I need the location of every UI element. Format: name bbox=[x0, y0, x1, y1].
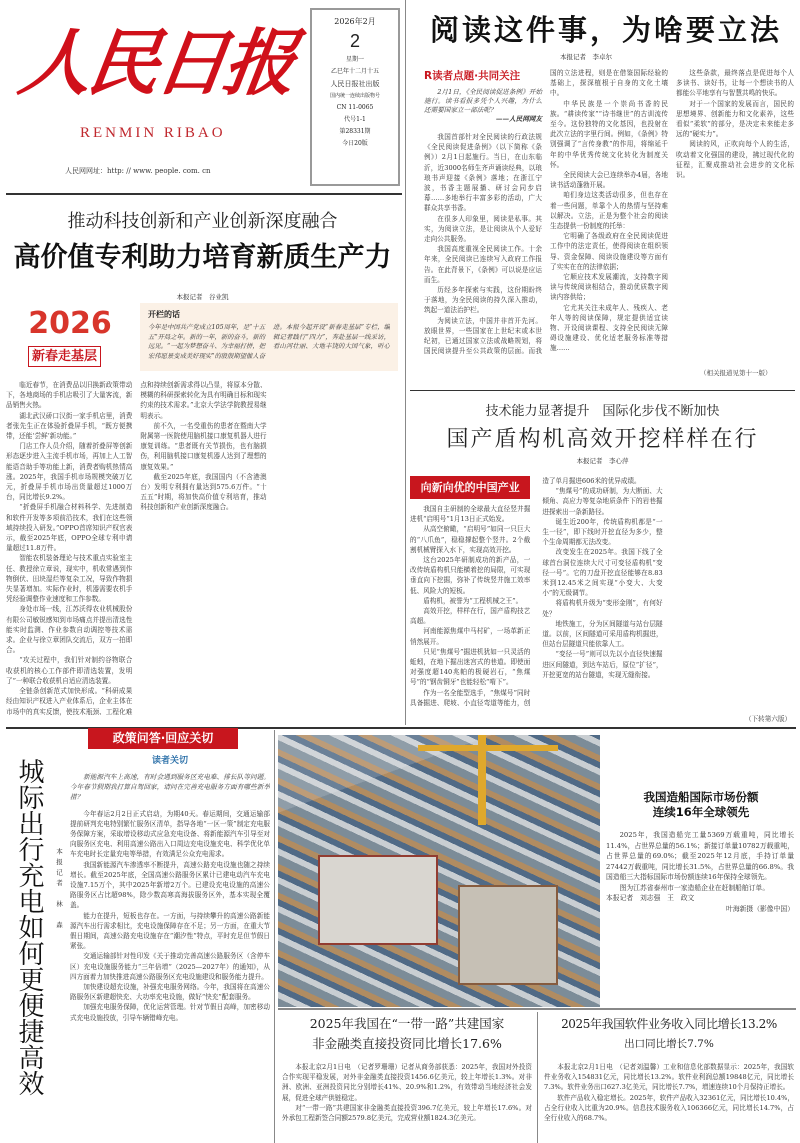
shipyard-photo bbox=[278, 735, 600, 1007]
software-headline-line2: 出口同比增长7.7% bbox=[624, 1038, 714, 1050]
policy-banner: 政策问答·回应关切 bbox=[88, 728, 238, 749]
reading-headline: 阅读这件事，为啥要立法 bbox=[430, 13, 783, 47]
software-body bbox=[544, 1062, 794, 1143]
paragraph: “焦煤号”的成功研制，为大断面、大倾角、高应力等复杂地质条件下的岩巷掘进探索出一条新路径。 bbox=[542, 487, 663, 516]
paragraph: 智能农机装备理论与技术重点实验室主任、教授徐立章说，现实中，机收常遇到作物倒伏、田块湿烂等复杂工况，导致作物损失显著增加。实际作业时，机器需要农机手凭经验调整作业速度和工作参数。 bbox=[6, 554, 133, 604]
reader-question bbox=[424, 88, 542, 124]
paragraph: 交通运输部针对性印发《关于推动完善高速公路服务区（含停车区）充电设施服务能力“三年倍增”（2025—2027年）的通知》，从四方面着力加快推进高速公路服务区充电设施建设和服务能力提升。 bbox=[70, 952, 270, 981]
paragraph: 它明确了各级政府在全民阅读促进工作中的法定责任，使得阅读在组织领导、资金保障、阅读设施建设等方面有了实实在在的法律依据； bbox=[550, 232, 668, 271]
ship-hull-shape bbox=[318, 855, 438, 945]
paragraph: “变径一号”则可以先以小直径快速掘进区间隧道，到达车站后，原位“扩径”，开挖更宽的站台隧道，实现无缝衔接。 bbox=[542, 650, 663, 679]
divider bbox=[537, 1012, 538, 1143]
publisher: 人民日报社出版 bbox=[330, 80, 380, 88]
belt-headline bbox=[280, 1014, 534, 1054]
crane-shape bbox=[418, 745, 558, 751]
paragraph: 地铁施工，分为区间隧道与站台层隧道。以前，区间隧道可采用盾构机掘进，但站台层隧道只能依靠人工。 bbox=[542, 619, 663, 649]
software-headline bbox=[540, 1014, 798, 1054]
tbm-tag: 向新向优的中国产业 bbox=[410, 476, 530, 499]
paragraph: 能力在提升，短板也存在。一方面，与持续攀升的高速公路新能源汽车出行需求相比，充电设施保障存在不足；另一方面，在重大节假日期间，高速公路充电设施存在“潮汐性”特点，平时充足但节假日紧张。 bbox=[70, 911, 270, 951]
intro-title: 开栏的话 bbox=[148, 310, 180, 319]
paragraph: 这些条款，最终落点是促进每个人多读书、读好书，让每一个想读书的人都能公平地享有与智慧共鸣的快乐。 bbox=[676, 69, 794, 98]
policy-vertical-headline: 城际出行充电如何更便捷高效 bbox=[14, 758, 44, 1096]
paragraph: 诞生近200年，传统盾构机都是“一生一径”，即下线时开挖直径为多少，整个生命周期都无法改变。 bbox=[542, 517, 663, 547]
paragraph: 今年春运2月2日正式启动，为期40天。春运期间，交通运输部提前研判充电特别繁忙服务区清单，指导各地“一区一策”制定充电服务保障方案，采取增设移动式应急充电设备、将新能源汽车引导至对向服务区充电、利用高速公路出入口周边充电设施充电、科学优化单车充电时长定量充电等举措，有效满足公众充电需求。 bbox=[70, 809, 270, 859]
ship-text bbox=[606, 830, 794, 914]
paragraph: 门店工作人员介绍，随着折叠屏等创新形态逐步进入主流手机市场，再加上人工智能语音助手等功能上新，消费者购机热情高涨。2025年，我国手机市场规模突破万亿元，折叠屏手机市场出货量超过1000万台，同比增长9.2%。 bbox=[6, 442, 133, 502]
paragraph: 为阅读立法，中国并非首开先河。放眼世界，一些国家在上世纪末或本世纪初，已通过国家立法或战略规划，将国民阅读提升至公共政策的层面。而我国的立法进程，则是在借鉴国际经验的基础上，探深植根于自身的文化土壤中。 bbox=[424, 69, 668, 356]
policy-sub: 读者关切 bbox=[151, 756, 188, 766]
website-url[interactable]: 人民网网址：http: // www. people. com. cn bbox=[65, 167, 211, 175]
column-logo bbox=[10, 308, 130, 372]
paragraph: 中华民族是一个崇尚书香的民族。“耕读传家”“诗书继世”的古训流传至今。这份独特的文化基因，也投射在此次立法的字里行间。例如，《条例》特别强调了“言传身教”的作用，将绵延千年的中华优秀传统文化转化为制度关怀。 bbox=[550, 99, 668, 169]
divider bbox=[274, 730, 275, 1143]
date-day: 2 bbox=[349, 31, 360, 51]
column-logo-text: 新春走基层 bbox=[28, 346, 101, 367]
column-logo-year: 2026 bbox=[28, 306, 112, 341]
paragraph: 临近春节，在消费品以旧换新政策带动下，各地商场的手机店吸引了大量客流，新品销售火热。 bbox=[6, 381, 133, 410]
policy-body bbox=[70, 754, 270, 1140]
question-asker: ——人民网网友 bbox=[495, 115, 542, 123]
ship-hull-shape bbox=[458, 885, 558, 985]
reading-tag: R读者点题·共同关注 bbox=[424, 70, 521, 82]
main-byline: 本报记者 谷业凯 bbox=[176, 293, 229, 301]
ship-headline-line1: 我国造船国际市场份额 bbox=[643, 790, 759, 804]
divider bbox=[410, 390, 795, 391]
tbm-kicker: 技术能力显著提升 国际化步伐不断加快 bbox=[485, 404, 720, 419]
paragraph: 我国新能源汽车渗透率不断提升，高速公路充电设施也随之持续增长。截至2025年底，全国高速公路服务区累计已建电动汽车充电设施7.15万个，其中2025年新增2万个。已建设充电设施的高速公路服务区占比超98%，除少数高寒高海拔服务区外，基本实现全覆盖。 bbox=[70, 860, 270, 910]
issn-label: 国内统一连续出版物号 bbox=[329, 93, 380, 99]
masthead-logo-en: RENMIN RIBAO bbox=[80, 125, 226, 141]
paragraph: 截至2025年底，我国国内（不含港澳台）发明专利拥有量达到575.6万件。“十五五”时期，将加快高价值专利培育，推动科技创新和产业创新深度融合。 bbox=[140, 472, 267, 512]
paragraph: 作为一名全能型选手，“焦煤号”同时具备掘进、爬坡、小直径弯道等能力，创造了单月掘进606米的优异成绩。 bbox=[410, 477, 641, 707]
reading-body bbox=[424, 68, 794, 364]
policy-byline: 本报记者 林 森 bbox=[55, 848, 63, 932]
belt-paragraph: 对“一带一路”共建国家非金融类直接投资396.7亿美元，较上年增长17.6%。对外承包工程新签合同额2579.8亿美元，完成营业额1824.3亿美元。 bbox=[282, 1103, 532, 1123]
main-kicker: 推动科技创新和产业创新深度融合 bbox=[67, 211, 338, 232]
paragraph: 高效开挖，样样在行，国产盾构技艺高超。 bbox=[410, 607, 531, 626]
intro-text: 今年是中国共产党成立105周年，是“十五五”开局之年。新的一年，新的奋斗，新的远见。“一起为梦想奋斗、为幸福打拼，把宏伟愿景变成美好现实”的殷殷期望催人奋进。本报今起开设“新春走基层”专栏，编辑记者践行“四力”，奔赴基层一线采访，看山河壮丽、大地丰饶的大国气象，听心 bbox=[148, 324, 390, 360]
paragraph: 河南能源焦煤中马村矿，一场革新正悄然展开。 bbox=[410, 627, 531, 646]
paragraph: 它顺应技术发展潮流，支持数字阅读与传统阅读相结合，推动优质数字阅读内容供给； bbox=[550, 273, 668, 302]
software-headline-line1: 2025年我国软件业务收入同比增长13.2% bbox=[561, 1017, 777, 1031]
paragraph: 我国自主研制的全球最大直径竖井掘进机“启明号”1月13日正式始发。 bbox=[410, 505, 531, 524]
date-box bbox=[310, 8, 400, 186]
tbm-byline: 本报记者 李心萍 bbox=[576, 457, 629, 465]
paragraph: 在很多人印象里，阅读是私事。其实，为阅读立法，是让阅读从个人爱好走向公共服务。 bbox=[424, 214, 542, 244]
belt-paragraph: 本报北京2月1日电 （记者罗珊珊）记者从商务部获悉：2025年，我国对外投资合作实现平稳发展，对外非金融类直接投资1456.6亿美元，较上年增长1.3%。对非洲、欧洲、亚洲投资同比分别增长41%、20.9%和1.2%，有效带动当地经济社会发展，促进全球产供链稳定。 bbox=[282, 1063, 532, 1102]
paragraph: 只见“焦煤号”掘进机犹如一只灵活的蚯蚓，在地下掘出迷宫式的巷道。即使面对强度超140兆帕的极硬岩石，“焦煤号”的“钢齿铜牙”也能轻松“啃下”。 bbox=[410, 647, 531, 687]
policy-question-text: 新能源汽车上高速，有时会遇到服务区充电难、排长队等问题。今年春节假期我打算自驾回家，请问在完善充电服务方面有哪些新举措？ bbox=[70, 773, 270, 802]
paragraph: 阅读的风，正吹向每个人的生活，吹动着文化强国的建设，拂过现代化的征程，汇聚成推动社会进步的文化标识。 bbox=[676, 140, 794, 180]
software-paragraph: 本报北京2月1日电 （记者刘温馨）工业和信息化部数据显示：2025年，我国软件业务收入154831亿元，同比增长13.2%。软件业利润总额19848亿元，同比增长7.3%。软件业务出口627.3亿美元，同比增长7.7%，增速连续10个月保持正增长。 bbox=[544, 1063, 794, 1092]
intro-box bbox=[140, 303, 398, 371]
belt-headline-line1: 2025年我国在“一带一路”共建国家 bbox=[309, 1016, 505, 1031]
ship-credit: 本报记者 刘志强 王 政文 bbox=[606, 894, 695, 902]
paragraph: 我国首部针对全民阅读的行政法规《全民阅读促进条例》（以下简称《条例》）2月1日起施行。当日，在山东临沂，近3000名师生齐声诵读经典，以琅琅书声迎接《条例》落地；在浙江宁波，书香主题展播、研讨会同步启幕……多地举行丰富多彩的活动，广大群众共享书香。 bbox=[424, 133, 542, 213]
lunar-date: 乙巳年十二月十五 bbox=[330, 68, 379, 75]
ship-paragraph: 2025年，我国造船完工量5369万载重吨，同比增长11.4%，占世界总量的56.1%；新接订单量10782万载重吨，占世界总量的69.0%；截至2025年12月底，手持订单量27442万载重吨，同比增长31.5%，占世界总量的66.8%。我国造船三大指标国际市场份额连续16年保持全球领先。 bbox=[606, 831, 794, 881]
cn-number: CN 11-0065 bbox=[336, 104, 374, 111]
paragraph: “攻关过程中，我们针对制约谷物联合收获机的核心工作部件即清选装置，发明了”一种联合收获机自适应清选装置。 bbox=[6, 656, 133, 685]
paragraph: 加强充电服务保障，优化运营管理。针对节假日高峰，加密移动式充电设施投放，引导车辆错峰充电。 bbox=[70, 1003, 270, 1022]
divider bbox=[6, 193, 402, 195]
paragraph: 我国高度重视全民阅读工作。十余年来，全民阅读已连续写入政府工作报告。在此背景下，《条例》可以说是应运而生。 bbox=[424, 245, 542, 284]
weekday: 星期一 bbox=[345, 56, 364, 63]
paragraph: 前不久，一名受重伤的患者在暨南大学附属第一医院使用脑机接口康复机器人进行康复训练。“患者既有关节损伤，也有脑损伤，利用脑机接口康复机器人达到了理想的康复效果。” bbox=[140, 421, 267, 471]
belt-body bbox=[282, 1062, 532, 1143]
code-number: 代号1-1 bbox=[344, 116, 366, 123]
paragraph: 全链条创新范式加快形成。“科研成果经由知识产权进入产业体系后，企业主体在市场中的真实反馈，使技术瓶颈、工程化难点和持续创新需求得以凸显，将原本分散、模糊的科研探索转化为具有明确目标和现实约束的技术需求。”北京大学法学院教授易继明表示。 bbox=[6, 381, 267, 716]
main-headline: 高价值专利助力培育新质生产力 bbox=[13, 242, 392, 273]
ship-caption: 图为江苏省泰州市一家造船企业在赶制船舶订单。 bbox=[619, 883, 770, 892]
ship-headline bbox=[606, 790, 796, 820]
issue-number: 第28331期 bbox=[339, 128, 371, 135]
question-text: 2月1日，《全民阅读促进条例》开始施行。读书看报多凭个人兴趣，为什么还需要国家立一部法呢？ bbox=[424, 88, 542, 114]
tbm-headline: 国产盾构机高效开挖样样在行 bbox=[446, 427, 759, 452]
paragraph: 历经多年探索与实践，这份期盼终于落地，为全民阅读的持久深入推动，筑起一道法治护栏。 bbox=[424, 286, 542, 315]
divider bbox=[405, 0, 406, 725]
reading-continued: （相关报道见第十一版） bbox=[700, 369, 772, 377]
date-month: 2026年2月 bbox=[334, 17, 376, 26]
masthead-logo: 人民日报 bbox=[14, 20, 299, 105]
policy-question bbox=[70, 772, 270, 803]
paragraph: “折叠屏手机融合材料科学、先进制造和软件开发等多项前沿技术，我们在这些领域持续投入研发。”OPPO首席知识产权官表示，截至2025年底，OPPO全球专利申请量超过11.8万件。 bbox=[6, 503, 133, 553]
paragraph: 将盾构机升级为“变形金刚”，有何好处？ bbox=[542, 599, 663, 618]
paragraph: 身处市场一线，江苏沃得农业机械股份有限公司敏锐感知到市场痛点并提出清选性能实时监测、作业参数自动调控等技术需求。企业与徐立章团队交流后，双方一拍即合。 bbox=[6, 605, 133, 655]
ship-headline-line2: 连续16年全球领先 bbox=[652, 805, 750, 819]
divider bbox=[278, 1008, 796, 1010]
belt-headline-line2: 非金融类直接投资同比增长17.6% bbox=[312, 1036, 502, 1051]
reading-byline: 本报记者 李卓尔 bbox=[560, 53, 612, 61]
paragraph: 它尤其关注未成年人、残疾人、老年人等的阅读保障，规定提供适宜读物、开设阅读课程、支持全民阅读无障碍设施建设、优化适老服务标准等措施…… bbox=[550, 303, 668, 353]
page-count: 今日20版 bbox=[342, 140, 368, 147]
software-paragraph: 软件产品收入稳定增长。2025年，软件产品收入32361亿元，同比增长10.4%，占全行业收入比重为20.9%。信息技术服务收入106366亿元，同比增长14.7%，占全行业收入的68.7%。 bbox=[544, 1093, 794, 1123]
paragraph: 盾构机，被誉为“工程机械之王”。 bbox=[423, 596, 523, 605]
main-body bbox=[6, 380, 401, 720]
ship-photo-credit: 叶海新摄（影像中国） bbox=[726, 904, 794, 913]
paragraph: 湖北武汉硚口汉街一家手机店里，消费者张先生正在体验折叠屏手机，“既方便携带，还能‘尝鲜’新功能。” bbox=[6, 411, 133, 441]
paragraph: 全民阅读大会已连续举办4届，各地读书活动蓬勃开展。 bbox=[550, 171, 668, 190]
paragraph: 加快建设超充设施，补强充电服务网络。今年，我国将在高速公路服务区新建超快充、大功率充电设施，做好“快充”配套服务。 bbox=[70, 983, 270, 1002]
paragraph: 这台2025年研制成功的新产品，一改传统盾构机只能横着挖的局限，可实现垂直向下挖掘，弥补了传统竖井施工效率低、风险大的短板。 bbox=[410, 556, 531, 595]
paragraph: 改变发生在2025年。我国下线了全球首台洞位连续大尺寸可变径盾构机“变径一号”。它的刀盘开挖直径能够在8.83米到12.45米之间实现“小变大、大变小”的无级调节。 bbox=[542, 548, 663, 598]
paragraph: 咱们身边这类活动很多，但也存在着一些问题，单靠个人的热情与坚持难以解决。立法，正是为整个社会的阅读生态提供一份制度的托举： bbox=[550, 191, 668, 231]
paragraph: 对于一个国家的发展而言，国民的思想境界、创新能力和文化素养，这些看似“柔软”的部分，是决定未来能走多远的“硬实力”。 bbox=[676, 99, 794, 139]
tbm-continued: （下转第六版） bbox=[745, 715, 792, 723]
paragraph: 从高空俯瞰，“启明号”如同一只巨大的“八爪鱼”，稳稳撑起整个竖井。2个截割机械臂探入水下，实现高效开挖。 bbox=[410, 525, 531, 554]
tbm-body bbox=[410, 476, 795, 710]
